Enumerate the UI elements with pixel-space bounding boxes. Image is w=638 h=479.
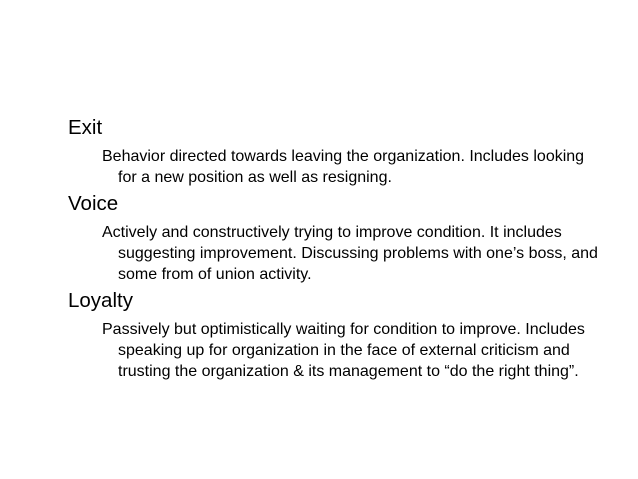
slide-content [68, 114, 608, 384]
exit-section [68, 114, 608, 188]
loyalty-description [102, 319, 598, 382]
exit-description-text: Behavior directed towards leaving the organization. Includes looking for a new position as well as resigning. [102, 148, 585, 186]
loyalty-section [68, 287, 608, 382]
voice-description-text: Actively and constructively trying to improve condition. It includes suggesting improvement. Discussing problems with one’s boss, and some from of union activity. [102, 224, 598, 283]
loyalty-heading: Loyalty [68, 289, 133, 312]
voice-heading: Voice [68, 192, 119, 215]
exit-heading: Exit [68, 116, 103, 139]
voice-section [68, 190, 608, 285]
exit-description [102, 146, 598, 188]
voice-description [102, 222, 598, 285]
loyalty-description-text: Passively but optimistically waiting for condition to improve. Includes speaking up for organization in the face of external criticism and trusting the organization & its management to “do the right thing”. [102, 321, 585, 380]
